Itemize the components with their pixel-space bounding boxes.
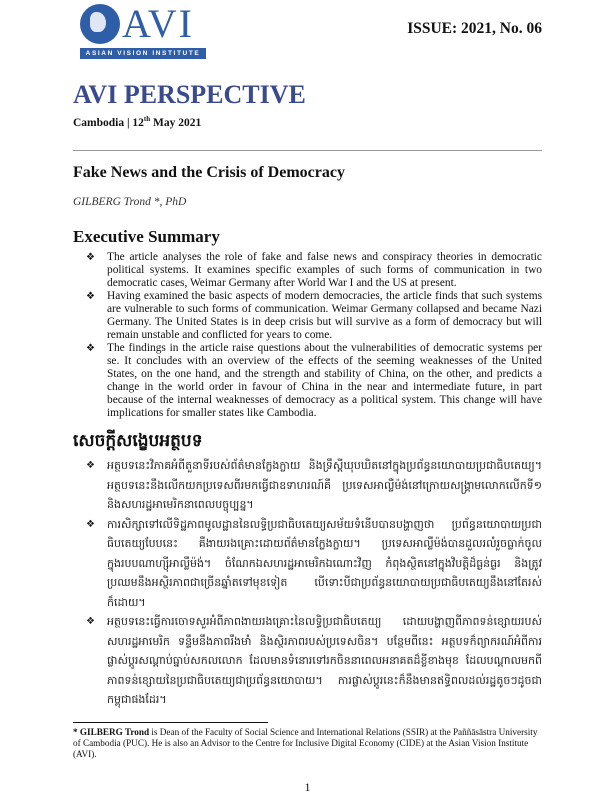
diamond-bullet-icon: ❖ (86, 460, 95, 471)
article-headline: Fake News and the Crisis of Democracy (73, 164, 345, 181)
footnote (73, 727, 542, 760)
diamond-bullet-icon: ❖ (86, 291, 95, 302)
list-item-text: Having examined the basic aspects of modern democracies, the article finds that such systems are vulnerable to such forms of communication. Weimar Germany collapsed and became Nazi Germany. The United States is in deep crisis but will survive as a form of democracy but will remain unstable and conflicted for years to come. (107, 290, 542, 341)
footnote-divider (73, 722, 268, 723)
list-item-text: The findings in the article raise questions about the vulnerabilities of democratic systems per se. It concludes with an overview of the effects of the seeming weaknesses of the United States, on the one hand, and the strength and stability of China, on the other, and predicts a change in the world order in favour of China in the near and intermediate future, in part because of the internal weaknesses of democracy as a political system. This change will have implications for smaller states like Cambodia. (107, 342, 542, 419)
diamond-bullet-icon: ❖ (86, 343, 95, 354)
divider (73, 150, 542, 151)
list-item (86, 251, 542, 290)
footnote-author: * GILBERG Trond (73, 726, 150, 737)
dateline (73, 116, 542, 130)
list-item-text: ការសិក្សាទៅលើទិដ្ឋភាពមូលដ្ឋាននៃលទ្ធិប្រជាធិបតេយ្យសម័យទំនើបបានបង្ហាញថា ប្រព័ន្ធនយោបាយប្រជាធិបតេយ្យបែបនេះ គឺងាយរងគ្រោះដោយព័ត៌មានក្លែងក្លាយ។ ប្រទេសអាល្លឺម៉ង់បានដួលរលំរួចធ្លាក់ចូលក្នុងរបបណាហ្ស៊ីអាល្លឺម៉ង់។ ចំណែកឯសហរដ្ឋអាមេរិកឯណោះវិញ កំពុងស្ថិតនៅក្នុងវិបត្តិដ៏ធ្ងន់ធ្ងរ និងត្រូវប្រឈមនឹងអស្ថិរភាពជាច្រើនឆ្នាំតទៅមុខទៀត បើទោះបីជាប្រព័ន្ធនយោបាយប្រជាធិបតេយ្យនឹងនៅតែរស់ក៏ដោយ។ (107, 517, 542, 609)
executive-summary-list (86, 251, 542, 420)
list-item-text: The article analyses the role of fake and false news and conspiracy theories in democratic political systems. It examines specific examples of such forms of communication in two democratic cases, Weimar Germany after World War I and the US at present. (107, 251, 542, 289)
list-item (86, 612, 542, 710)
executive-summary-heading: Executive Summary (73, 227, 220, 246)
dateline-sup: th (143, 115, 151, 124)
list-item-text: អត្ថបទនេះវិភាគអំពីតួនាទីរបស់ព័ត៌មានក្លែងក្លាយ និងទ្រឹស្តីឃុបឃិតនៅក្នុងប្រព័ន្ធនយោបាយប្រជាធិបតេយ្យ។ អត្ថបទនេះនឹងលើកយកប្រទេសពីរមកធ្វើជាឧទាហរណ៍គឺ ប្រទេសអាល្លឺម៉ង់នៅក្រោយសង្គ្រាមលោកលើកទី១ និងសហរដ្ឋអាមេរិកនាពេលបច្ចុប្បន្ន។ (107, 459, 542, 511)
dateline-suffix: May 2021 (150, 117, 202, 129)
list-item (86, 290, 542, 342)
page-number: 1 (304, 779, 311, 794)
author-byline: GILBERG Trond *, PhD (73, 196, 187, 208)
logo-subtitle: ASIAN VISION INSTITUTE (80, 48, 206, 59)
issue-number: ISSUE: 2021, No. 06 (407, 20, 542, 37)
avi-logo (80, 2, 208, 62)
khmer-summary-list (86, 456, 542, 710)
diamond-bullet-icon: ❖ (86, 616, 95, 627)
publication-title: AVI PERSPECTIVE (73, 80, 306, 109)
diamond-bullet-icon: ❖ (86, 518, 95, 530)
footnote-text: is Dean of the Faculty of Social Science and International Relations (SSIR) at the Paññāsāstra University of Cambodia (PUC). He is also an Advisor to the Centre for Inclusive Digital Economy (CIDE) at the Asian Vision Institute (AVI). (73, 726, 538, 759)
page-header (73, 0, 542, 70)
list-item (86, 456, 542, 515)
list-item (86, 515, 542, 613)
globe-icon (80, 4, 120, 44)
list-item-text: អត្ថបទនេះធ្វើការចោទសួរអំពីភាពងាយរងគ្រោះនៃលទ្ធិប្រជាធិបតេយ្យ ដោយបង្ហាញពីភាពទន់ខ្សោយរបស់សហរដ្ឋអាមេរិក ទន្ទឹមនឹងភាពរឹងមាំ និងស្ថិរភាពរបស់ប្រទេសចិន។ បន្ថែមពីនេះ អត្ថបទក៏ព្យាករណ៍អំពីការផ្លាស់ប្តូរសណ្តាប់ធ្នាប់សកលលោក ដែលមានទំនោរទៅរកចិននាពេលអនាគតដ៏ខ្លីខាងមុខ ដែលបណ្តាលមកពីភាពទន់ខ្សោយនៃប្រជាធិបតេយ្យជាប្រព័ន្ធនយោបាយ។ ការផ្លាស់ប្តូរនេះក៏នឹងមានឥទ្ធិពលដល់រដ្ឋតូចៗដូចជាកម្ពុជាផងដែរ។ (107, 615, 542, 706)
list-item (86, 342, 542, 420)
logo-text: AVI (122, 1, 194, 46)
diamond-bullet-icon: ❖ (86, 252, 95, 263)
dateline-prefix: Cambodia | 12 (73, 117, 144, 129)
khmer-summary-heading: សេចក្តីសង្ខេបអត្ថបទ (73, 431, 203, 451)
